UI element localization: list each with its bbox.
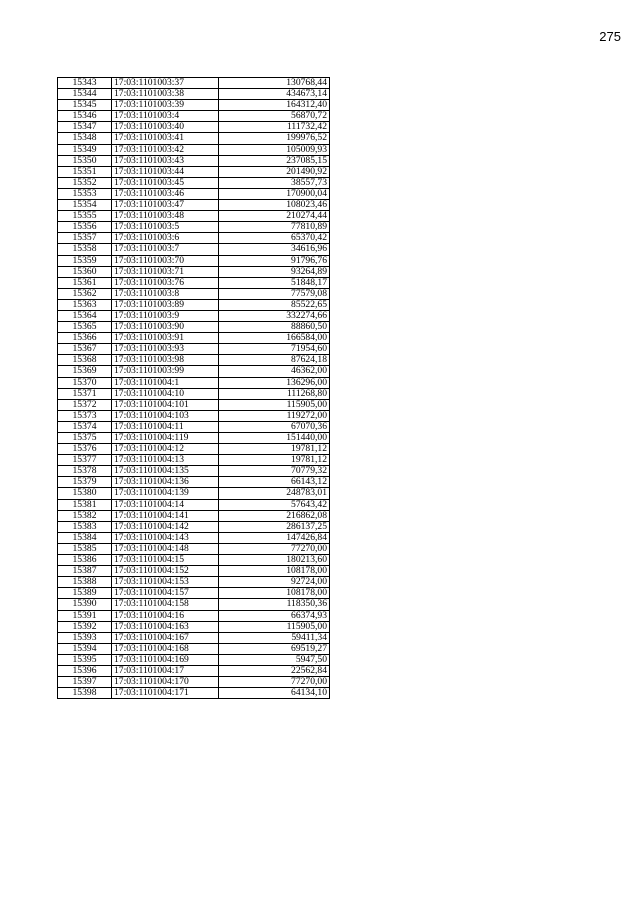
cadastral-value-cell: 77270,00 xyxy=(219,677,330,688)
row-number-cell: 15375 xyxy=(58,433,112,444)
table-row xyxy=(58,344,330,355)
table-row xyxy=(58,665,330,676)
cadastral-number-cell: 17:03:1101004:136 xyxy=(112,477,219,488)
cadastral-value-cell: 64134,10 xyxy=(219,688,330,699)
cadastral-number-cell: 17:03:1101004:142 xyxy=(112,521,219,532)
cadastral-number-cell: 17:03:1101004:10 xyxy=(112,388,219,399)
cadastral-number-cell: 17:03:1101003:7 xyxy=(112,244,219,255)
row-number-cell: 15362 xyxy=(58,288,112,299)
table-row xyxy=(58,521,330,532)
cadastral-number-cell: 17:03:1101004:1 xyxy=(112,377,219,388)
table-row xyxy=(58,177,330,188)
table-row xyxy=(58,122,330,133)
table-row xyxy=(58,488,330,499)
cadastral-number-cell: 17:03:1101004:119 xyxy=(112,433,219,444)
table-body xyxy=(58,78,330,699)
table-row xyxy=(58,255,330,266)
table-row xyxy=(58,510,330,521)
row-number-cell: 15345 xyxy=(58,100,112,111)
row-number-cell: 15394 xyxy=(58,643,112,654)
cadastral-value-cell: 210274,44 xyxy=(219,211,330,222)
table-row xyxy=(58,111,330,122)
row-number-cell: 15351 xyxy=(58,166,112,177)
cadastral-number-cell: 17:03:1101003:98 xyxy=(112,355,219,366)
cadastral-number-cell: 17:03:1101003:43 xyxy=(112,155,219,166)
row-number-cell: 15367 xyxy=(58,344,112,355)
table-row xyxy=(58,333,330,344)
table-row xyxy=(58,100,330,111)
table-row xyxy=(58,266,330,277)
table-row xyxy=(58,410,330,421)
cadastral-number-cell: 17:03:1101004:158 xyxy=(112,599,219,610)
cadastral-value-cell: 93264,89 xyxy=(219,266,330,277)
cadastral-number-cell: 17:03:1101004:153 xyxy=(112,577,219,588)
cadastral-value-cell: 77810,89 xyxy=(219,222,330,233)
cadastral-value-cell: 66374,93 xyxy=(219,610,330,621)
cadastral-value-cell: 119272,00 xyxy=(219,410,330,421)
row-number-cell: 15376 xyxy=(58,444,112,455)
table-row xyxy=(58,654,330,665)
table-row xyxy=(58,133,330,144)
cadastral-number-cell: 17:03:1101003:99 xyxy=(112,366,219,377)
table-row xyxy=(58,222,330,233)
row-number-cell: 15397 xyxy=(58,677,112,688)
cadastral-number-cell: 17:03:1101004:11 xyxy=(112,421,219,432)
cadastral-number-cell: 17:03:1101004:168 xyxy=(112,643,219,654)
cadastral-value-cell: 34616,96 xyxy=(219,244,330,255)
table-row xyxy=(58,433,330,444)
cadastral-value-cell: 71954,60 xyxy=(219,344,330,355)
cadastral-value-cell: 136296,00 xyxy=(219,377,330,388)
cadastral-number-cell: 17:03:1101004:13 xyxy=(112,455,219,466)
table-row xyxy=(58,288,330,299)
cadastral-value-cell: 199976,52 xyxy=(219,133,330,144)
cadastral-number-cell: 17:03:1101004:170 xyxy=(112,677,219,688)
cadastral-number-cell: 17:03:1101004:167 xyxy=(112,632,219,643)
row-number-cell: 15372 xyxy=(58,399,112,410)
row-number-cell: 15398 xyxy=(58,688,112,699)
cadastral-number-cell: 17:03:1101003:40 xyxy=(112,122,219,133)
cadastral-number-cell: 17:03:1101003:9 xyxy=(112,310,219,321)
row-number-cell: 15348 xyxy=(58,133,112,144)
row-number-cell: 15354 xyxy=(58,200,112,211)
cadastral-value-cell: 115905,00 xyxy=(219,399,330,410)
cadastral-number-cell: 17:03:1101003:38 xyxy=(112,89,219,100)
cadastral-value-cell: 118350,36 xyxy=(219,599,330,610)
table-row xyxy=(58,466,330,477)
cadastral-number-cell: 17:03:1101003:5 xyxy=(112,222,219,233)
table-row xyxy=(58,677,330,688)
cadastral-value-cell: 248783,01 xyxy=(219,488,330,499)
cadastral-value-cell: 92724,00 xyxy=(219,577,330,588)
cadastral-value-cell: 87624,18 xyxy=(219,355,330,366)
row-number-cell: 15396 xyxy=(58,665,112,676)
cadastral-value-cell: 164312,40 xyxy=(219,100,330,111)
cadastral-number-cell: 17:03:1101004:157 xyxy=(112,588,219,599)
cadastral-value-cell: 88860,50 xyxy=(219,322,330,333)
table-row xyxy=(58,632,330,643)
cadastral-number-cell: 17:03:1101004:103 xyxy=(112,410,219,421)
cadastral-value-cell: 286137,25 xyxy=(219,521,330,532)
cadastral-value-cell: 22562,84 xyxy=(219,665,330,676)
cadastral-value-cell: 108023,46 xyxy=(219,200,330,211)
cadastral-number-cell: 17:03:1101004:152 xyxy=(112,566,219,577)
cadastral-number-cell: 17:03:1101003:39 xyxy=(112,100,219,111)
cadastral-number-cell: 17:03:1101004:17 xyxy=(112,665,219,676)
row-number-cell: 15366 xyxy=(58,333,112,344)
row-number-cell: 15353 xyxy=(58,188,112,199)
cadastral-value-cell: 130768,44 xyxy=(219,78,330,89)
row-number-cell: 15379 xyxy=(58,477,112,488)
cadastral-number-cell: 17:03:1101004:135 xyxy=(112,466,219,477)
table-row xyxy=(58,188,330,199)
table-row xyxy=(58,543,330,554)
cadastral-value-cell: 70779,32 xyxy=(219,466,330,477)
cadastral-value-cell: 77270,00 xyxy=(219,543,330,554)
table-row xyxy=(58,643,330,654)
cadastral-value-cell: 38557,73 xyxy=(219,177,330,188)
table-row xyxy=(58,455,330,466)
table-row xyxy=(58,244,330,255)
cadastral-value-cell: 19781,12 xyxy=(219,455,330,466)
cadastral-number-cell: 17:03:1101003:93 xyxy=(112,344,219,355)
table-row xyxy=(58,399,330,410)
cadastral-value-cell: 108178,00 xyxy=(219,566,330,577)
row-number-cell: 15378 xyxy=(58,466,112,477)
table-row xyxy=(58,388,330,399)
cadastral-value-cell: 57643,42 xyxy=(219,499,330,510)
cadastral-value-cell: 69519,27 xyxy=(219,643,330,654)
row-number-cell: 15347 xyxy=(58,122,112,133)
row-number-cell: 15371 xyxy=(58,388,112,399)
cadastral-number-cell: 17:03:1101003:48 xyxy=(112,211,219,222)
row-number-cell: 15343 xyxy=(58,78,112,89)
cadastral-value-cell: 91796,76 xyxy=(219,255,330,266)
cadastral-number-cell: 17:03:1101003:41 xyxy=(112,133,219,144)
cadastral-number-cell: 17:03:1101003:91 xyxy=(112,333,219,344)
row-number-cell: 15391 xyxy=(58,610,112,621)
table-row xyxy=(58,144,330,155)
cadastral-value-cell: 332274,66 xyxy=(219,310,330,321)
table-row xyxy=(58,532,330,543)
row-number-cell: 15377 xyxy=(58,455,112,466)
cadastral-value-cell: 434673,14 xyxy=(219,89,330,100)
row-number-cell: 15363 xyxy=(58,299,112,310)
cadastral-number-cell: 17:03:1101004:12 xyxy=(112,444,219,455)
cadastral-value-cell: 5947,50 xyxy=(219,654,330,665)
row-number-cell: 15395 xyxy=(58,654,112,665)
cadastral-value-cell: 51848,17 xyxy=(219,277,330,288)
cadastral-value-cell: 147426,84 xyxy=(219,532,330,543)
row-number-cell: 15358 xyxy=(58,244,112,255)
row-number-cell: 15384 xyxy=(58,532,112,543)
cadastral-value-cell: 180213,60 xyxy=(219,555,330,566)
page-number: 275 xyxy=(599,29,621,44)
table-row xyxy=(58,499,330,510)
cadastral-value-cell: 66143,12 xyxy=(219,477,330,488)
cadastral-number-cell: 17:03:1101003:90 xyxy=(112,322,219,333)
cadastral-number-cell: 17:03:1101003:76 xyxy=(112,277,219,288)
table-row xyxy=(58,577,330,588)
table-row xyxy=(58,310,330,321)
table-row xyxy=(58,688,330,699)
cadastral-number-cell: 17:03:1101003:47 xyxy=(112,200,219,211)
cadastral-number-cell: 17:03:1101004:15 xyxy=(112,555,219,566)
table-row xyxy=(58,89,330,100)
row-number-cell: 15382 xyxy=(58,510,112,521)
cadastral-value-cell: 56870,72 xyxy=(219,111,330,122)
cadastral-number-cell: 17:03:1101004:148 xyxy=(112,543,219,554)
cadastral-value-cell: 59411,34 xyxy=(219,632,330,643)
table-row xyxy=(58,621,330,632)
cadastral-number-cell: 17:03:1101004:169 xyxy=(112,654,219,665)
row-number-cell: 15393 xyxy=(58,632,112,643)
row-number-cell: 15383 xyxy=(58,521,112,532)
cadastral-number-cell: 17:03:1101004:101 xyxy=(112,399,219,410)
row-number-cell: 15364 xyxy=(58,310,112,321)
row-number-cell: 15352 xyxy=(58,177,112,188)
cadastral-value-cell: 237085,15 xyxy=(219,155,330,166)
row-number-cell: 15346 xyxy=(58,111,112,122)
table-row xyxy=(58,366,330,377)
cadastral-number-cell: 17:03:1101003:45 xyxy=(112,177,219,188)
cadastral-value-cell: 85522,65 xyxy=(219,299,330,310)
table-row xyxy=(58,155,330,166)
cadastral-value-cell: 166584,00 xyxy=(219,333,330,344)
table-row xyxy=(58,322,330,333)
table-row xyxy=(58,299,330,310)
cadastral-number-cell: 17:03:1101003:44 xyxy=(112,166,219,177)
cadastral-value-cell: 170900,04 xyxy=(219,188,330,199)
cadastral-value-cell: 105009,93 xyxy=(219,144,330,155)
table-row xyxy=(58,421,330,432)
table-row xyxy=(58,599,330,610)
cadastral-number-cell: 17:03:1101003:6 xyxy=(112,233,219,244)
row-number-cell: 15381 xyxy=(58,499,112,510)
table-row xyxy=(58,444,330,455)
table-row xyxy=(58,78,330,89)
row-number-cell: 15360 xyxy=(58,266,112,277)
table-row xyxy=(58,555,330,566)
row-number-cell: 15357 xyxy=(58,233,112,244)
row-number-cell: 15359 xyxy=(58,255,112,266)
cadastral-value-table xyxy=(57,77,330,699)
cadastral-number-cell: 17:03:1101004:143 xyxy=(112,532,219,543)
cadastral-value-cell: 19781,12 xyxy=(219,444,330,455)
row-number-cell: 15373 xyxy=(58,410,112,421)
table-row xyxy=(58,355,330,366)
row-number-cell: 15389 xyxy=(58,588,112,599)
cadastral-value-cell: 111732,42 xyxy=(219,122,330,133)
cadastral-value-cell: 115905,00 xyxy=(219,621,330,632)
table-row xyxy=(58,233,330,244)
row-number-cell: 15385 xyxy=(58,543,112,554)
table-row xyxy=(58,477,330,488)
table-row xyxy=(58,610,330,621)
cadastral-value-cell: 46362,00 xyxy=(219,366,330,377)
row-number-cell: 15388 xyxy=(58,577,112,588)
row-number-cell: 15387 xyxy=(58,566,112,577)
row-number-cell: 15365 xyxy=(58,322,112,333)
cadastral-number-cell: 17:03:1101003:37 xyxy=(112,78,219,89)
cadastral-value-cell: 151440,00 xyxy=(219,433,330,444)
cadastral-number-cell: 17:03:1101004:163 xyxy=(112,621,219,632)
cadastral-number-cell: 17:03:1101004:16 xyxy=(112,610,219,621)
row-number-cell: 15356 xyxy=(58,222,112,233)
row-number-cell: 15368 xyxy=(58,355,112,366)
table-row xyxy=(58,566,330,577)
row-number-cell: 15350 xyxy=(58,155,112,166)
row-number-cell: 15386 xyxy=(58,555,112,566)
cadastral-number-cell: 17:03:1101003:46 xyxy=(112,188,219,199)
row-number-cell: 15361 xyxy=(58,277,112,288)
cadastral-value-cell: 77579,08 xyxy=(219,288,330,299)
cadastral-number-cell: 17:03:1101003:70 xyxy=(112,255,219,266)
cadastral-number-cell: 17:03:1101004:171 xyxy=(112,688,219,699)
cadastral-number-cell: 17:03:1101003:71 xyxy=(112,266,219,277)
row-number-cell: 15380 xyxy=(58,488,112,499)
cadastral-number-cell: 17:03:1101004:141 xyxy=(112,510,219,521)
cadastral-number-cell: 17:03:1101003:89 xyxy=(112,299,219,310)
row-number-cell: 15370 xyxy=(58,377,112,388)
cadastral-value-cell: 111268,80 xyxy=(219,388,330,399)
table-row xyxy=(58,277,330,288)
table-row xyxy=(58,166,330,177)
table-row xyxy=(58,211,330,222)
cadastral-number-cell: 17:03:1101004:14 xyxy=(112,499,219,510)
cadastral-number-cell: 17:03:1101003:4 xyxy=(112,111,219,122)
table-row xyxy=(58,377,330,388)
cadastral-value-cell: 108178,00 xyxy=(219,588,330,599)
cadastral-number-cell: 17:03:1101003:42 xyxy=(112,144,219,155)
row-number-cell: 15344 xyxy=(58,89,112,100)
cadastral-value-cell: 67070,36 xyxy=(219,421,330,432)
row-number-cell: 15392 xyxy=(58,621,112,632)
row-number-cell: 15369 xyxy=(58,366,112,377)
cadastral-number-cell: 17:03:1101003:8 xyxy=(112,288,219,299)
cadastral-number-cell: 17:03:1101004:139 xyxy=(112,488,219,499)
row-number-cell: 15390 xyxy=(58,599,112,610)
table-row xyxy=(58,200,330,211)
row-number-cell: 15355 xyxy=(58,211,112,222)
cadastral-value-cell: 65370,42 xyxy=(219,233,330,244)
row-number-cell: 15374 xyxy=(58,421,112,432)
cadastral-value-cell: 216862,08 xyxy=(219,510,330,521)
table-row xyxy=(58,588,330,599)
row-number-cell: 15349 xyxy=(58,144,112,155)
cadastral-value-cell: 201490,92 xyxy=(219,166,330,177)
